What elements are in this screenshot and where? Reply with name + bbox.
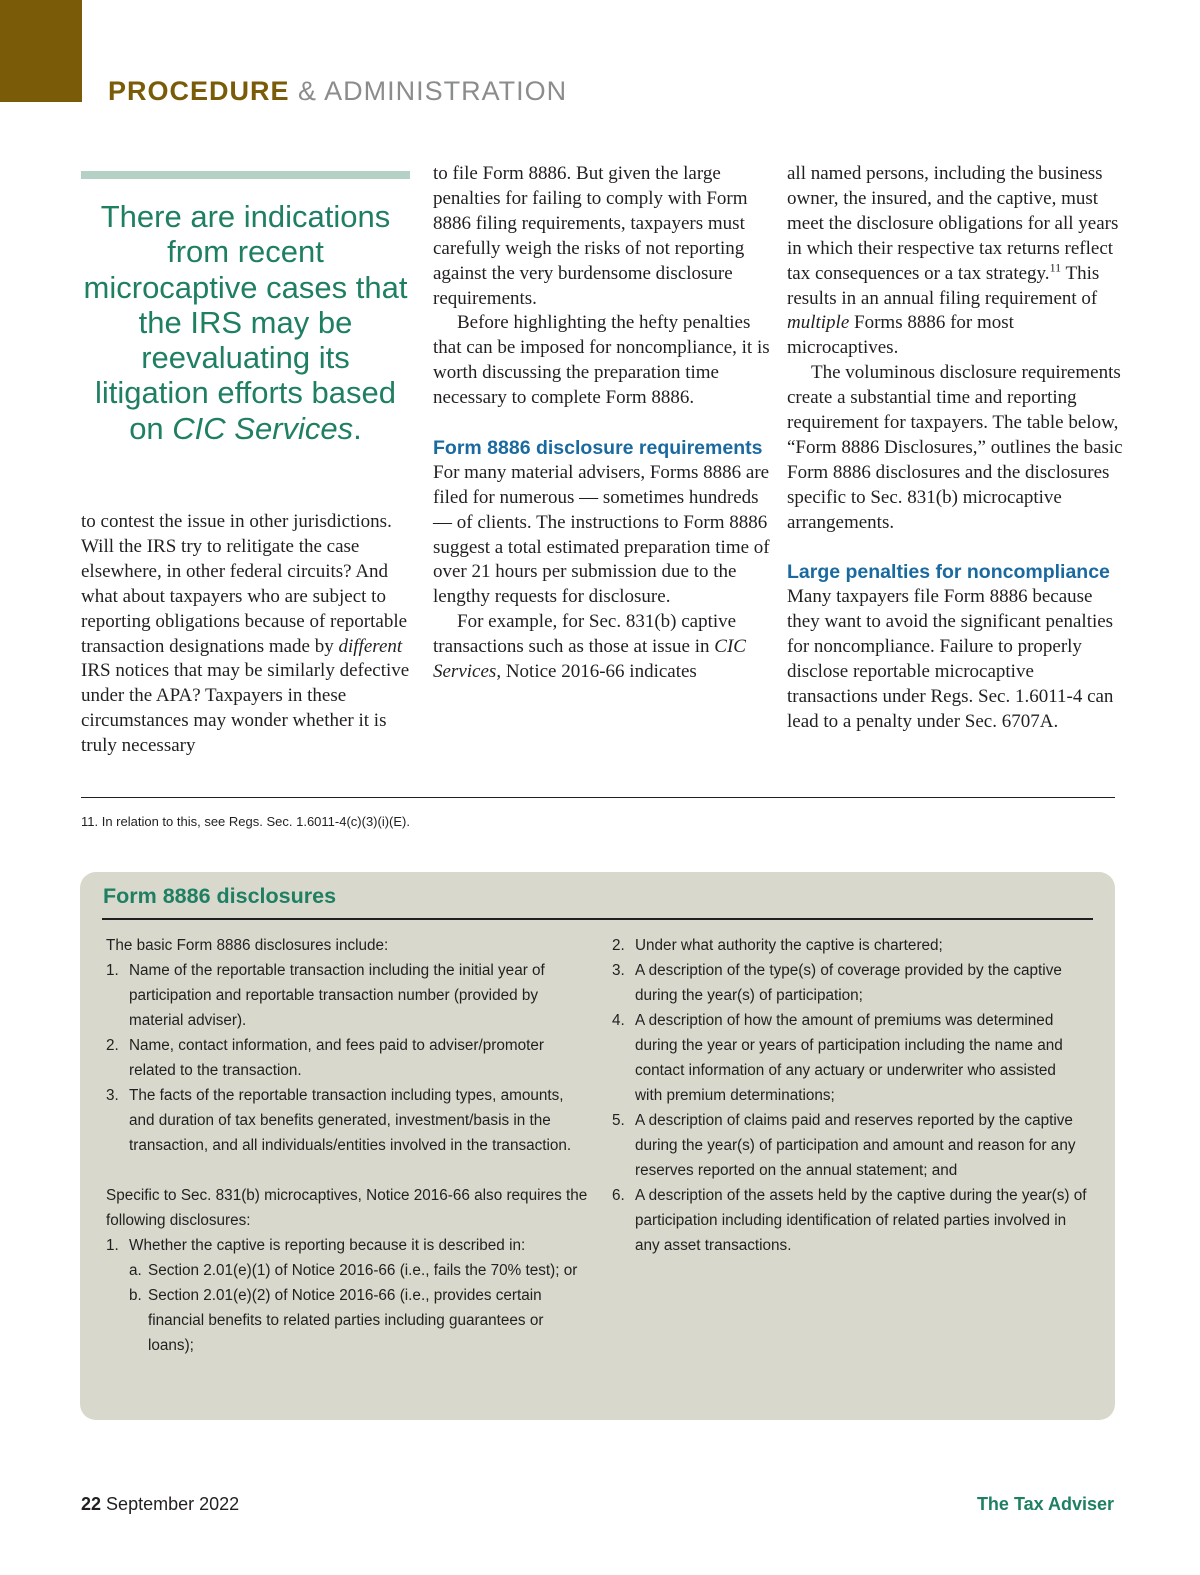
col3-paragraph-3: Many taxpayers file Form 8886 because they want to avoid the significant penalties for noncompliance. Failure to properly disclose reportable microcaptive transactions under Regs. Sec. 1.6011-4 can lead to a penalty under Sec. 6707A. bbox=[787, 586, 1114, 732]
list-text: Under what authority the captive is chartered; bbox=[635, 937, 943, 954]
col2-p4-text: For example, for Sec. 831(b) captive transactions such as those at issue in bbox=[433, 611, 737, 658]
list-number: 6. bbox=[612, 1187, 625, 1204]
box-left-column bbox=[106, 933, 590, 1358]
box-specific-intro: Specific to Sec. 831(b) microcaptives, Notice 2016-66 also requires the following disclosures: bbox=[106, 1187, 588, 1229]
issue-date: September 2022 bbox=[106, 1494, 240, 1514]
list-text: A description of how the amount of premiums was determined during the year or years of participation including the name and contact information of any actuary or underwriter who assisted with premium determinations; bbox=[635, 1012, 1063, 1104]
section-header bbox=[108, 76, 567, 107]
pullquote-text: There are indications from recent microcaptive cases that the IRS may be reevaluating its litigation efforts based on bbox=[83, 199, 408, 446]
list-number: 4. bbox=[612, 1012, 625, 1029]
col2-p4-end: , Notice 2016-66 indicates bbox=[496, 661, 697, 683]
list-item bbox=[106, 1233, 590, 1258]
list-number: 2. bbox=[106, 1037, 119, 1054]
list-text: A description of claims paid and reserves reported by the captive during the year(s) of participation and amount and reason for any reserves reported on the annual statement; and bbox=[635, 1112, 1076, 1179]
list-text: Name of the reportable transaction including the initial year of participation and reportable transaction number (provided by material adviser). bbox=[129, 962, 545, 1029]
list-item bbox=[106, 958, 590, 1033]
list-text: A description of the type(s) of coverage provided by the captive during the year(s) of participation; bbox=[635, 962, 1062, 1004]
list-number: 2. bbox=[612, 937, 625, 954]
footnote: 11. In relation to this, see Regs. Sec. 1.6011-4(c)(3)(i)(E). bbox=[81, 814, 410, 829]
col2-paragraph-1: to file Form 8886. But given the large penalties for failing to comply with Form 8886 filing requirements, taxpayers must carefully weigh the risks of not reporting against the very burdensome disclosure requirements. bbox=[433, 163, 748, 309]
col2-paragraph-2: Before highlighting the hefty penalties that can be imposed for noncompliance, it is worth discussing the preparation time necessary to complete Form 8886. bbox=[433, 312, 770, 409]
col1-p1-end: IRS notices that may be similarly defective under the APA? Taxpayers in these circumstances may wonder whether it is truly necessary bbox=[81, 660, 410, 757]
section-header-bold: PROCEDURE bbox=[108, 76, 290, 106]
list-text: Whether the captive is reporting because it is described in: bbox=[129, 1237, 526, 1254]
col2-paragraph-4 bbox=[433, 610, 773, 685]
list-text: Name, contact information, and fees paid to adviser/promoter related to the transaction. bbox=[129, 1037, 544, 1079]
list-item bbox=[612, 1108, 1087, 1183]
list-item bbox=[612, 958, 1087, 1008]
list-text: A description of the assets held by the captive during the year(s) of participation including identification of related parties involved in any asset transactions. bbox=[635, 1187, 1087, 1254]
list-item bbox=[612, 1008, 1087, 1108]
col3-subheading: Large penalties for noncompliance bbox=[787, 561, 1110, 584]
list-item bbox=[612, 933, 1087, 958]
article-column-1 bbox=[81, 510, 415, 759]
article-column-2 bbox=[433, 162, 773, 685]
col2-subheading: Form 8886 disclosure requirements bbox=[433, 436, 763, 459]
pullquote-rule bbox=[81, 171, 410, 179]
col3-paragraph-2: The voluminous disclosure requirements create a substantial time and reporting requirement for taxpayers. The table below, “Form 8886 Disclosures,” outlines the basic Form 8886 disclosures and the disclosures specific to Sec. 831(b) microcaptive arrangements. bbox=[787, 362, 1123, 533]
sub-list-text: Section 2.01(e)(2) of Notice 2016-66 (i.e., provides certain financial benefits to related parties including guarantees or loans); bbox=[148, 1287, 544, 1354]
col2-paragraph-3: For many material advisers, Forms 8886 are filed for numerous — sometimes hundreds — of clients. The instructions to Form 8886 suggest a total estimated preparation time of over 21 hours per submission due to the lengthy requests for disclosure. bbox=[433, 461, 770, 608]
list-text: The facts of the reportable transaction including types, amounts, and duration of tax benefits generated, investment/basis in the transaction, and all individuals/entities involved in the transaction. bbox=[129, 1087, 572, 1154]
list-number: 5. bbox=[612, 1112, 625, 1129]
list-number: 1. bbox=[106, 1237, 119, 1254]
box-title: Form 8886 disclosures bbox=[103, 884, 337, 908]
disclosures-sidebar-box bbox=[80, 872, 1115, 1420]
col3-p1-end: Forms 8886 for most microcaptives. bbox=[787, 312, 1014, 359]
col2-p4-emphasis: CIC Services bbox=[433, 636, 746, 683]
section-color-tab bbox=[0, 0, 82, 102]
sub-list-letter: b. bbox=[129, 1287, 142, 1304]
col1-p1-emphasis: different bbox=[338, 635, 403, 657]
box-title-rule bbox=[102, 918, 1093, 920]
list-number: 3. bbox=[612, 962, 625, 979]
sub-list-letter: a. bbox=[129, 1262, 142, 1279]
footnote-reference: 11 bbox=[1049, 260, 1062, 275]
sub-list-text: Section 2.01(e)(1) of Notice 2016-66 (i.e., fails the 70% test); or bbox=[148, 1262, 578, 1279]
col3-p1-emphasis: multiple bbox=[787, 312, 850, 334]
page-number: 22 bbox=[81, 1494, 102, 1514]
col1-paragraph-1 bbox=[81, 510, 415, 759]
pullquote-italic: CIC Services bbox=[172, 410, 354, 446]
section-header-light: & ADMINISTRATION bbox=[298, 76, 568, 106]
sub-list-item bbox=[106, 1283, 590, 1358]
col3-p1-mid: This results in an annual filing requirement of bbox=[787, 262, 1100, 309]
list-number: 3. bbox=[106, 1087, 119, 1104]
list-item bbox=[106, 1033, 590, 1083]
list-number: 1. bbox=[106, 962, 119, 979]
sub-list-item bbox=[106, 1258, 590, 1283]
col3-paragraph-1 bbox=[787, 162, 1127, 361]
col3-p1-text: all named persons, including the business owner, the insured, and the captive, must meet the disclosure obligations for all years in which their respective tax returns reflect tax consequences or a tax strategy. bbox=[787, 163, 1119, 284]
publication-name: The Tax Adviser bbox=[976, 1494, 1114, 1514]
pullquote-end: . bbox=[353, 410, 362, 446]
pullquote bbox=[81, 199, 410, 446]
footnote-rule bbox=[81, 797, 1115, 798]
article-column-3 bbox=[787, 162, 1127, 735]
box-intro: The basic Form 8886 disclosures include: bbox=[106, 937, 389, 954]
list-item bbox=[612, 1183, 1087, 1258]
list-item bbox=[106, 1083, 590, 1158]
box-right-column bbox=[612, 933, 1087, 1258]
col1-p1-text: to contest the issue in other jurisdictions. Will the IRS try to relitigate the case elsewhere, in other federal circuits? And what about taxpayers who are subject to reporting obligations because of reportable transaction designations made by bbox=[81, 511, 408, 657]
page-footer-left bbox=[81, 1494, 239, 1515]
